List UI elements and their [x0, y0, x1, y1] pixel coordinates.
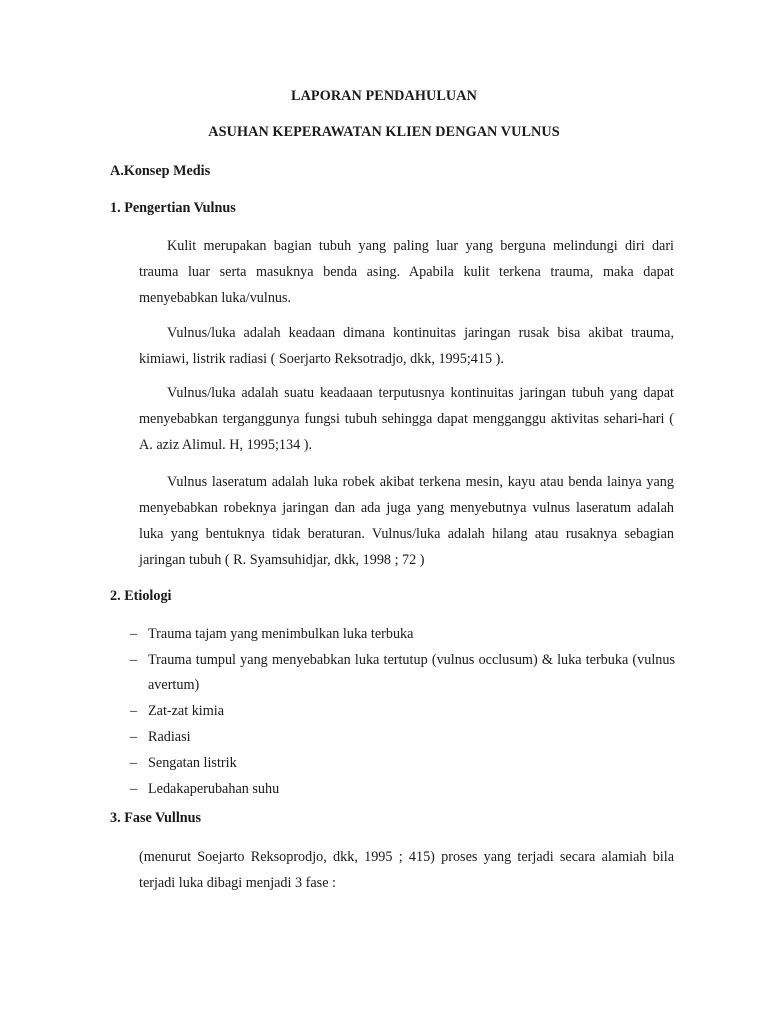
dash-bullet: – — [130, 755, 138, 771]
section-a-heading: A.Konsep Medis — [110, 163, 211, 179]
dash-bullet: – — [130, 652, 138, 668]
dash-bullet: – — [130, 781, 138, 797]
list-item-text: Zat-zat kimia — [148, 703, 225, 719]
list-item-text: Ledakaperubahan suhu — [148, 781, 280, 797]
section-2-heading: 2. Etiologi — [110, 588, 172, 604]
paragraph-text: Vulnus laseratum adalah luka robek akibat terkena mesin, kayu atau benda lainya yang menyebabkan robeknya jaringan dan ada juga yang menyebutnya vulnus laseratum adalah luka yang bentuknya tidak beraturan. Vulnus/luka adalah hilang atau rusaknya sebagian jaringan tubuh ( R. Syamsuhidjar, dkk, 1998 ; 72 ) — [139, 474, 674, 568]
list-item-text: Radiasi — [148, 729, 191, 745]
paragraph-text: Vulnus/luka adalah keadaan dimana kontinuitas jaringan rusak bisa akibat trauma, kimiawi, listrik radiasi ( Soerjarto Reksotradjo, dkk, 1995;415 ). — [139, 325, 674, 367]
dash-bullet: – — [130, 729, 138, 745]
list-item — [130, 777, 675, 802]
list-item — [130, 648, 675, 698]
list-item-text: Trauma tajam yang menimbulkan luka terbuka — [148, 626, 414, 642]
paragraph — [139, 380, 674, 458]
document-subtitle: ASUHAN KEPERAWATAN KLIEN DENGAN VULNUS — [208, 124, 560, 140]
list-item — [130, 699, 675, 724]
paragraph-text: (menurut Soejarto Reksoprodjo, dkk, 1995 ; 415) proses yang terjadi secara alamiah bila terjadi luka dibagi menjadi 3 fase : — [139, 849, 674, 891]
dash-bullet: – — [130, 626, 138, 642]
paragraph-text: Kulit merupakan bagian tubuh yang paling luar yang berguna melindungi diri dari trauma luar serta masuknya benda asing. Apabila kulit terkena trauma, maka dapat menyebabkan luka/vulnus. — [139, 238, 674, 306]
list-item-text: Trauma tumpul yang menyebabkan luka tertutup (vulnus occlusum) & luka terbuka (vulnus avertum) — [148, 652, 675, 693]
list-item-text: Sengatan listrik — [148, 755, 237, 771]
section-1-heading: 1. Pengertian Vulnus — [110, 200, 236, 216]
dash-bullet: – — [130, 703, 138, 719]
list-item — [130, 622, 675, 647]
paragraph — [139, 233, 674, 311]
paragraph — [139, 844, 674, 896]
list-item — [130, 725, 675, 750]
paragraph — [139, 320, 674, 372]
document-title: LAPORAN PENDAHULUAN — [291, 88, 477, 104]
etiology-list — [130, 622, 675, 803]
paragraph-text: Vulnus/luka adalah suatu keadaaan terputusnya kontinuitas jaringan tubuh yang dapat menyebabkan terganggunya fungsi tubuh sehingga dapat mengganggu aktivitas sehari-hari ( A. aziz Alimul. H, 1995;134 ). — [139, 385, 674, 453]
section-3-heading: 3. Fase Vullnus — [110, 810, 202, 826]
list-item — [130, 751, 675, 776]
paragraph — [139, 469, 674, 573]
